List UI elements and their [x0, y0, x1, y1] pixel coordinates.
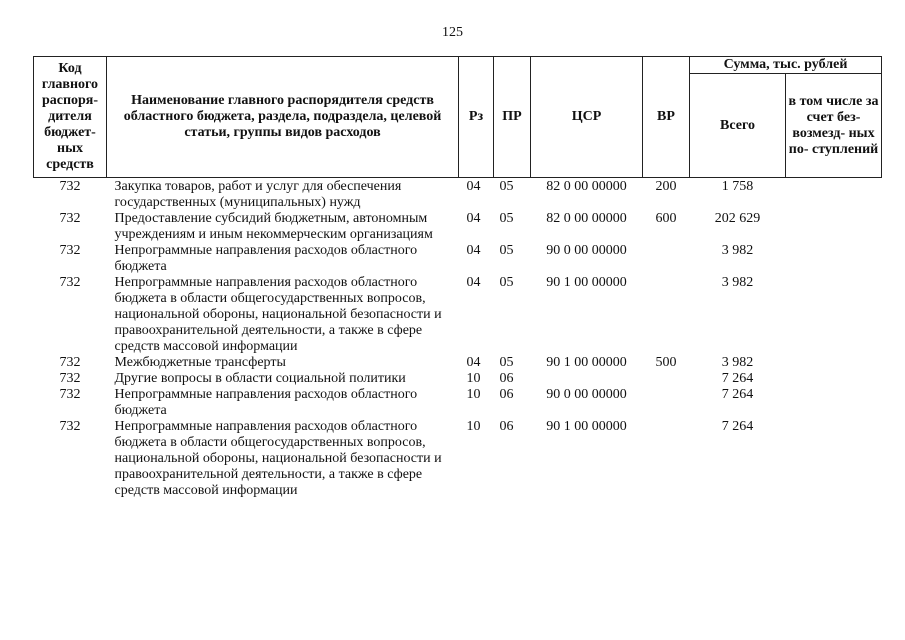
cell-code: 732 — [59, 355, 81, 370]
cell-name: Непрограммные направления расходов областного бюджета в области общегосударственных вопросов, национальной обороны, национальной безопасности и правоохранительной деятельности, а также в сфере средств массовой информации — [114, 419, 442, 498]
cell-vr — [643, 387, 690, 419]
cell-csr: 90 1 00 00000 — [546, 275, 627, 290]
table-header — [34, 57, 882, 178]
cell-rz: 04 — [466, 211, 481, 226]
cell-pr: 05 — [499, 275, 514, 290]
cell-csr: 90 0 00 00000 — [546, 387, 627, 402]
cell-rz: 10 — [466, 419, 481, 434]
cell-pr: 06 — [499, 419, 514, 434]
table-row — [34, 355, 882, 371]
header-name: Наименование главного распорядителя средств областного бюджета, раздела, подраздела, целевой статьи, группы видов расходов — [107, 57, 459, 178]
cell-csr — [531, 371, 643, 387]
cell-code: 732 — [59, 243, 81, 258]
page-number: 125 — [442, 25, 463, 40]
cell-rz: 04 — [466, 243, 481, 258]
cell-csr: 90 1 00 00000 — [546, 419, 627, 434]
cell-code: 732 — [59, 387, 81, 402]
cell-incl — [786, 355, 882, 371]
budget-table — [33, 56, 882, 499]
cell-pr: 05 — [499, 243, 514, 258]
header-incl: в том числе за счет без- возмезд- ных по- ступлений — [786, 74, 882, 178]
cell-pr: 05 — [499, 211, 514, 226]
cell-incl — [786, 211, 882, 243]
cell-name: Межбюджетные трансферты — [114, 355, 286, 370]
header-pr: ПР — [494, 57, 531, 178]
cell-code: 732 — [59, 275, 81, 290]
cell-rz: 04 — [466, 275, 481, 290]
cell-csr: 82 0 00 00000 — [546, 211, 627, 226]
cell-name: Закупка товаров, работ и услуг для обеспечения государственных (муниципальных) нужд — [114, 179, 402, 210]
cell-total: 7 264 — [721, 419, 754, 434]
cell-code: 732 — [59, 211, 81, 226]
cell-vr: 500 — [655, 355, 677, 370]
cell-rz: 04 — [466, 355, 481, 370]
cell-name: Непрограммные направления расходов областного бюджета в области общегосударственных вопросов, национальной обороны, национальной безопасности и правоохранительной деятельности, а также в сфере средств массовой информации — [114, 275, 442, 354]
cell-total: 1 758 — [721, 179, 754, 194]
cell-total: 3 982 — [721, 355, 754, 370]
cell-rz: 10 — [466, 371, 481, 386]
cell-vr: 600 — [655, 211, 677, 226]
table-row — [34, 178, 882, 212]
table-row — [34, 243, 882, 275]
cell-pr: 06 — [499, 371, 514, 386]
cell-name: Непрограммные направления расходов областного бюджета — [114, 243, 418, 274]
cell-vr — [643, 371, 690, 387]
cell-incl — [786, 243, 882, 275]
cell-incl — [786, 178, 882, 212]
cell-vr — [643, 243, 690, 275]
cell-name: Другие вопросы в области социальной политики — [114, 371, 406, 386]
cell-rz: 10 — [466, 387, 481, 402]
cell-csr: 90 1 00 00000 — [546, 355, 627, 370]
cell-csr: 90 0 00 00000 — [546, 243, 627, 258]
cell-total: 7 264 — [721, 387, 754, 402]
cell-incl — [786, 275, 882, 355]
cell-vr: 200 — [655, 179, 677, 194]
cell-total: 3 982 — [721, 275, 754, 290]
cell-pr: 05 — [499, 179, 514, 194]
cell-pr: 05 — [499, 355, 514, 370]
cell-code: 732 — [59, 179, 81, 194]
header-total: Всего — [690, 74, 786, 178]
cell-rz: 04 — [466, 179, 481, 194]
cell-incl — [786, 419, 882, 499]
cell-total: 202 629 — [714, 211, 761, 226]
cell-incl — [786, 387, 882, 419]
table-row — [34, 419, 882, 499]
header-rz: Рз — [459, 57, 494, 178]
cell-incl — [786, 371, 882, 387]
cell-name: Предоставление субсидий бюджетным, автономным учреждениям и иным некоммерческим организациям — [114, 211, 433, 242]
header-code: Код главного распоря- дителя бюджет- ных средств — [34, 57, 107, 178]
table-row — [34, 371, 882, 387]
cell-vr — [643, 275, 690, 355]
header-sum: Сумма, тыс. рублей — [690, 57, 882, 74]
header-vr: ВР — [643, 57, 690, 178]
cell-name: Непрограммные направления расходов областного бюджета — [114, 387, 418, 418]
cell-code: 732 — [59, 419, 81, 434]
cell-vr — [643, 419, 690, 499]
cell-code: 732 — [59, 371, 81, 386]
table-row — [34, 275, 882, 355]
cell-total: 7 264 — [721, 371, 754, 386]
header-csr: ЦСР — [531, 57, 643, 178]
table-row — [34, 211, 882, 243]
cell-csr: 82 0 00 00000 — [546, 179, 627, 194]
cell-total: 3 982 — [721, 243, 754, 258]
cell-pr: 06 — [499, 387, 514, 402]
table-row — [34, 387, 882, 419]
